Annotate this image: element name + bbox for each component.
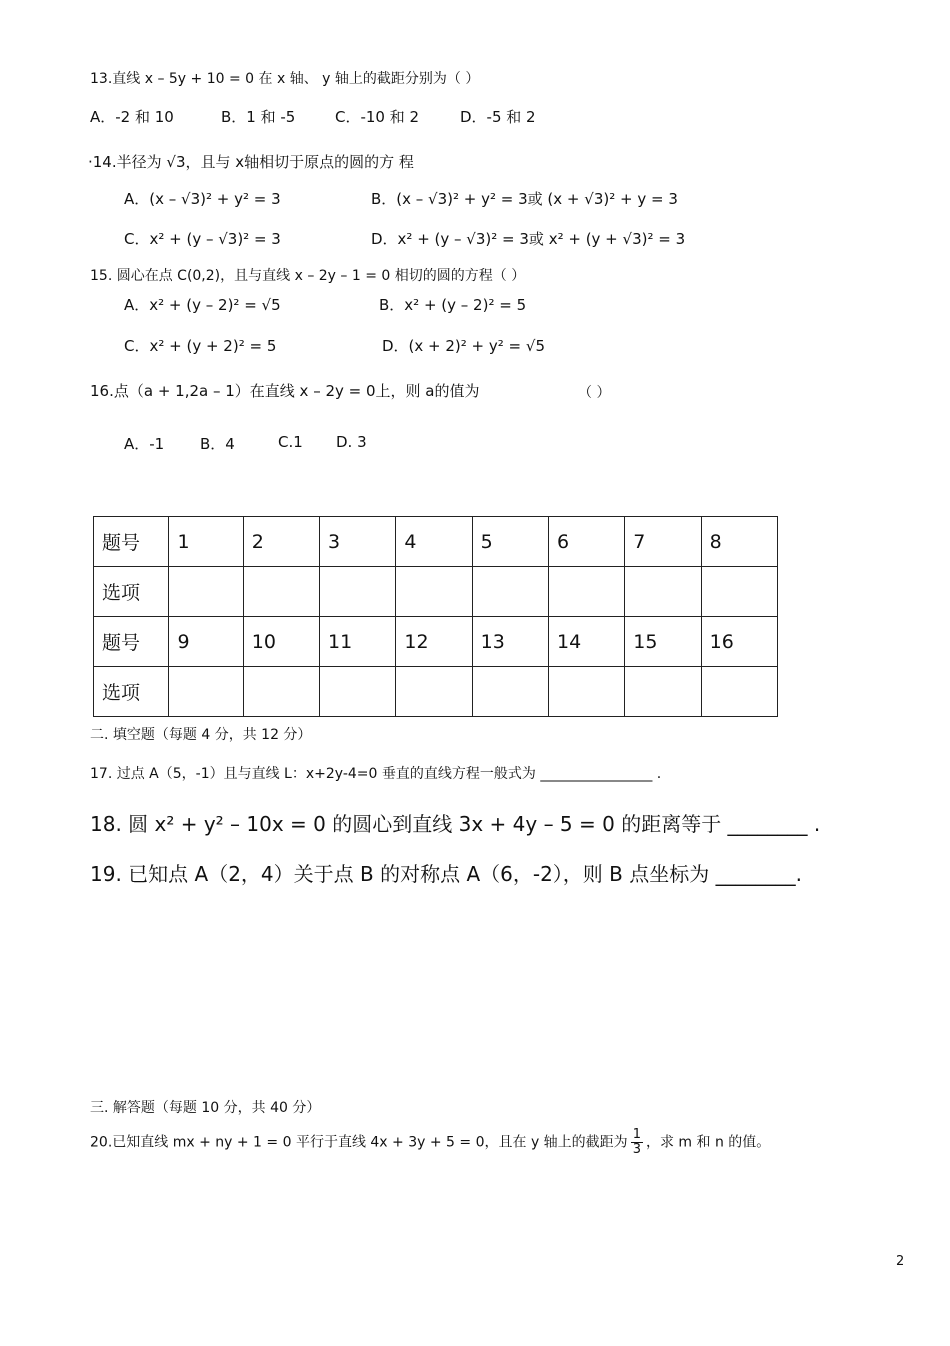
q14-option-d: D．x² + (y – √3)² = 3或 x² + (y + √3)² = 3 bbox=[371, 230, 686, 248]
question-19: 19. 已知点 A（2，4）关于点 B 的对称点 A（6，-2），则 B 点坐标为 ________. bbox=[90, 862, 802, 886]
q13-option-c: C．-10 和 2 bbox=[335, 108, 420, 126]
q16-option-b: B．4 bbox=[200, 435, 235, 453]
q15-option-d: D．(x + 2)² + y² = √5 bbox=[382, 337, 545, 355]
question-15-stem: 15. 圆心在点 C(0,2)，且与直线 x – 2y – 1 = 0 相切的圆的方程（ ） bbox=[90, 268, 526, 284]
table-row bbox=[94, 617, 778, 667]
question-18: 18. 圆 x² + y² – 10x = 0 的圆心到直线 3x + 4y – 5 = 0 的距离等于 ________ . bbox=[90, 812, 821, 836]
answer-blank-cell bbox=[169, 667, 243, 717]
answer-blank-cell bbox=[169, 567, 243, 617]
q13-option-a: A．-2 和 10 bbox=[90, 108, 174, 126]
question-17: 17. 过点 A（5，-1）且与直线 L：x+2y-4=0 垂直的直线方程一般式为 ________________ . bbox=[90, 766, 662, 782]
q14-option-c: C．x² + (y – √3)² = 3 bbox=[124, 230, 281, 248]
answer-blank-cell bbox=[396, 667, 472, 717]
q16-option-d: D. 3 bbox=[336, 433, 367, 451]
answer-table bbox=[93, 516, 778, 717]
table-cell: 11 bbox=[320, 617, 396, 667]
answer-blank-cell bbox=[625, 667, 701, 717]
table-cell: 选项 bbox=[94, 567, 169, 617]
table-cell: 题号 bbox=[94, 617, 169, 667]
table-cell: 13 bbox=[472, 617, 548, 667]
table-cell: 7 bbox=[625, 517, 701, 567]
answer-blank-cell bbox=[396, 567, 472, 617]
table-cell: 题号 bbox=[94, 517, 169, 567]
answer-blank-cell bbox=[243, 567, 319, 617]
table-cell: 12 bbox=[396, 617, 472, 667]
question-14-stem: ·14.半径为 √3，且与 x轴相切于原点的圆的方 程 bbox=[88, 153, 414, 171]
table-row bbox=[94, 667, 778, 717]
question-16-stem: 16.点（a + 1,2a – 1）在直线 x – 2y = 0上，则 a的值为 bbox=[90, 382, 480, 400]
section-3-title: 三. 解答题（每题 10 分，共 40 分） bbox=[90, 1100, 321, 1116]
q16-option-a: A．-1 bbox=[124, 435, 165, 453]
q15-option-a: A．x² + (y – 2)² = √5 bbox=[124, 296, 281, 314]
table-row bbox=[94, 567, 778, 617]
table-cell: 5 bbox=[472, 517, 548, 567]
q13-option-d: D．-5 和 2 bbox=[460, 108, 536, 126]
table-cell: 15 bbox=[625, 617, 701, 667]
question-20-text-start: 20.已知直线 mx + ny + 1 = 0 平行于直线 4x + 3y + 5 = 0，且在 y 轴上的截距为 bbox=[90, 1134, 628, 1151]
table-cell: 2 bbox=[243, 517, 319, 567]
table-cell: 10 bbox=[243, 617, 319, 667]
q14-option-a: A．(x – √3)² + y² = 3 bbox=[124, 190, 281, 208]
table-cell: 6 bbox=[548, 517, 624, 567]
fraction-one-third bbox=[631, 1128, 643, 1157]
q13-option-b: B．1 和 -5 bbox=[221, 108, 296, 126]
table-cell: 选项 bbox=[94, 667, 169, 717]
answer-blank-cell bbox=[548, 567, 624, 617]
answer-blank-cell bbox=[472, 667, 548, 717]
table-cell: 4 bbox=[396, 517, 472, 567]
question-20-text-end: ，求 m 和 n 的值。 bbox=[645, 1134, 771, 1151]
answer-blank-cell bbox=[320, 667, 396, 717]
question-13-stem: 13.直线 x – 5y + 10 = 0 在 x 轴、 y 轴上的截距分别为（ ） bbox=[90, 71, 480, 87]
answer-blank-cell bbox=[320, 567, 396, 617]
q15-option-b: B．x² + (y – 2)² = 5 bbox=[379, 296, 527, 314]
answer-blank-cell bbox=[548, 667, 624, 717]
table-cell: 1 bbox=[169, 517, 243, 567]
q16-option-c: C.1 bbox=[278, 433, 303, 451]
table-cell: 8 bbox=[701, 517, 777, 567]
table-cell: 16 bbox=[701, 617, 777, 667]
table-cell: 14 bbox=[548, 617, 624, 667]
q14-option-b: B．(x – √3)² + y² = 3或 (x + √3)² + y = 3 bbox=[371, 190, 678, 208]
answer-blank-cell bbox=[243, 667, 319, 717]
answer-blank-cell bbox=[701, 567, 777, 617]
table-cell: 9 bbox=[169, 617, 243, 667]
table-row bbox=[94, 517, 778, 567]
answer-blank-cell bbox=[472, 567, 548, 617]
fraction-numerator: 1 bbox=[632, 1127, 641, 1142]
answer-blank-cell bbox=[701, 667, 777, 717]
section-2-title: 二. 填空题（每题 4 分，共 12 分） bbox=[90, 727, 312, 743]
page-number: 2 bbox=[896, 1254, 905, 1269]
q15-option-c: C．x² + (y + 2)² = 5 bbox=[124, 337, 277, 355]
answer-blank-cell bbox=[625, 567, 701, 617]
table-cell: 3 bbox=[320, 517, 396, 567]
question-20 bbox=[90, 1128, 770, 1157]
question-16-answer-paren: （ ） bbox=[578, 385, 611, 401]
fraction-denominator: 3 bbox=[632, 1142, 641, 1157]
